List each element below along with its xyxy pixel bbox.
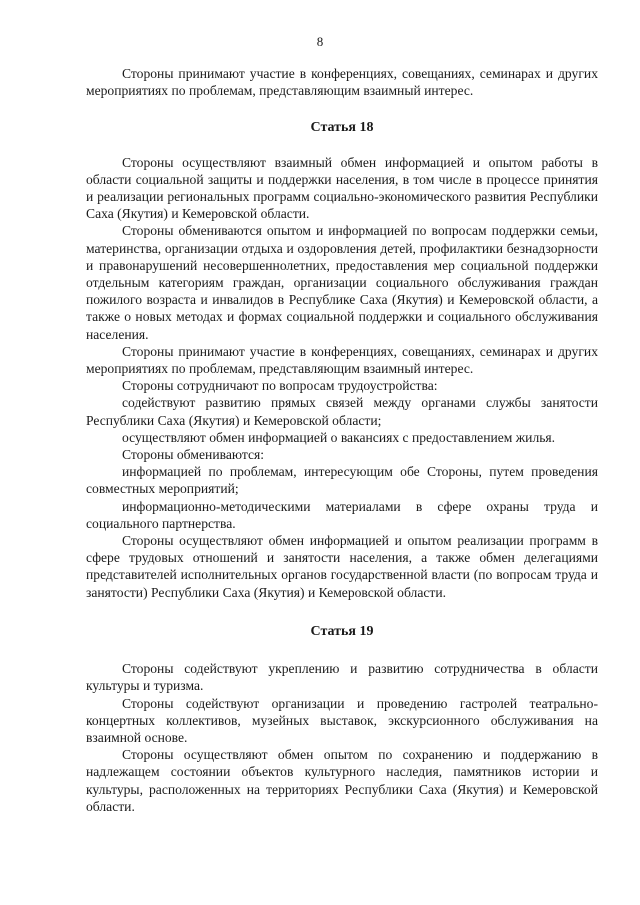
paragraph: Стороны содействуют укреплению и развитию сотрудничества в области культуры и туризма.	[86, 661, 598, 694]
article-19-heading: Статья 19	[310, 623, 374, 639]
paragraph: Стороны сотрудничают по вопросам трудоустройства:	[122, 378, 438, 394]
paragraph: Стороны обмениваются:	[122, 447, 265, 463]
paragraph: Стороны осуществляют взаимный обмен информацией и опытом работы в области социальной защиты и поддержки населения, в том числе в процессе принятия и реализации региональных программ социально-экономического развития Республики Саха (Якутия) и Кемеровской области.	[86, 154, 598, 222]
document-body	[86, 65, 598, 815]
article-18-heading: Статья 18	[310, 120, 374, 136]
paragraph: информационно-методическими материалами в сфере охраны труда и социального партнерства.	[86, 498, 598, 531]
paragraph: Стороны принимают участие в конференциях, совещаниях, семинарах и других мероприятиях по проблемам, представляющим взаимный интерес.	[86, 66, 598, 99]
paragraph: Стороны обмениваются опытом и информацией по вопросам поддержки семьи, материнства, организации отдыха и оздоровления детей, профилактики безнадзорности и правонарушений несовершеннолетних, предоставления мер социальной поддержки отдельным категориям граждан, организации социального обслуживания граждан пожилого возраста и инвалидов в Республике Саха (Якутия) и Кемеровской области, а также о новых методах и формах социальной поддержки и социального обслуживания населения.	[86, 223, 598, 342]
paragraph: Стороны осуществляют обмен опытом по сохранению и поддержанию в надлежащем состоянии объектов культурного наследия, памятников истории и культуры, расположенных на территориях Республики Саха (Якутия) и Кемеровской области.	[86, 747, 598, 814]
paragraph: осуществляют обмен информацией о вакансиях с предоставлением жилья.	[122, 429, 556, 445]
page-number: 8	[316, 34, 324, 49]
paragraph: Стороны принимают участие в конференциях, совещаниях, семинарах и других мероприятиях по проблемам, представляющим взаимный интерес.	[86, 343, 598, 377]
paragraph: содействуют развитию прямых связей между органами службы занятости Республики Саха (Якутия) и Кемеровской области;	[86, 395, 598, 428]
paragraph: Стороны содействуют организации и проведению гастролей театрально-концертных коллективов, музейных выставок, экскурсионного обслуживания на взаимной основе.	[86, 695, 598, 745]
paragraph: Стороны осуществляют обмен информацией и опытом реализации программ в сфере трудовых отношений и занятости населения, а также обмен делегациями представителей исполнительных органов государственной власти (по вопросам труда и занятости) Республики Саха (Якутия) и Кемеровской области.	[86, 533, 598, 600]
paragraph: информацией по проблемам, интересующим обе Стороны, путем проведения совместных мероприятий;	[86, 464, 598, 497]
